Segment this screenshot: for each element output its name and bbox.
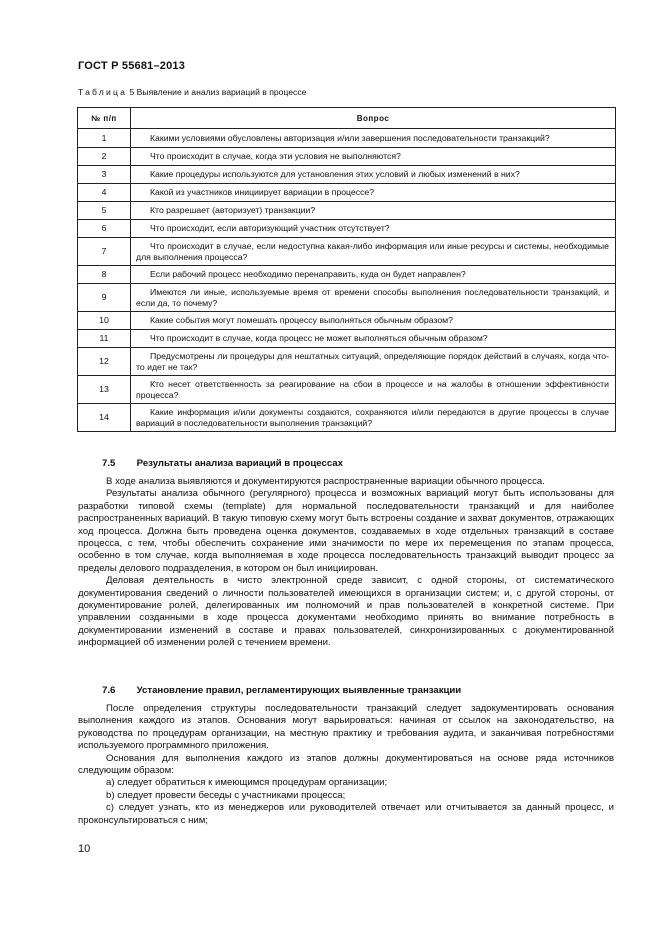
table-row [78,312,616,330]
section-number: 7.6 [102,685,116,696]
paragraph: Деловая деятельность в чисто электронной среде зависит, с одной стороны, от систематического документирования сведений о личности пользователей имеющихся в организации систем; и, с другой стороны, от документирование ролей, делегированных им полномочий и прав пользователей в конкретной системе. При управлении созданными в ходе процесса документами необходимо принять во внимание потребность в документировании изменений в составе и правах пользователей, синхронизированных с документированной информацией об изменении ролей с течением времени. [78,575,614,649]
table-row [78,202,616,220]
table-caption-title: 5 Выявление и анализ вариаций в процессе [129,87,307,97]
table-row [78,184,616,202]
row-number: 2 [78,148,131,166]
row-question: Если рабочий процесс необходимо перенаправить, куда он будет направлен? [131,266,616,284]
section-7-5-body [78,476,614,650]
row-number: 10 [78,312,131,330]
row-number: 13 [78,376,131,404]
row-number: 11 [78,330,131,348]
table-caption-prefix: Таблица [78,87,128,97]
paragraph: В ходе анализа выявляются и документируются распространенные вариации обычного процесса. [106,476,545,487]
list-item: b) следует провести беседы с участниками процесса; [106,789,346,801]
table-row [78,129,616,148]
variations-table [77,107,616,432]
row-number: 1 [78,129,131,148]
section-7-5-heading [78,458,343,469]
row-question: Имеются ли иные, используемые время от времени способы выполнения последовательности транзакций, и если да, то почему? [131,284,616,312]
row-question: Предусмотрены ли процедуры для нештатных ситуаций, определяющие порядок действий в случаях, когда что-то идет не так? [131,348,616,376]
list-item: a) следует обратиться к имеющимся процедурам организации; [106,777,388,789]
paragraph: После определения структуры последовательности транзакций следует задокументировать основания выполнения каждого из этапов. Основания могут варьироваться: начиная от ссылок на законодательство, на руководства по процедурам организации, на местную практику и требования аудита, и заканчивая потребностями используемого программного приложения. [78,703,614,752]
paragraph: Результаты анализа обычного (регулярного) процесса и возможных вариаций могут быть использованы для разработки типовой схемы (template) для нормальной последовательности транзакций и для наиболее распространенных вариаций. В такую типовую схему могут быть встроены создание и захват документов, отражающих ход процесса. Должна быть проведена оценка документов, создаваемых в ходе отдельных транзакций в составе процесса, с тем, чтобы обеспечить сохранение ими значимости по мере их перемещения по этапам процесса, особенно в том случае, когда выполняемая в ходе процесса последовательность транзакций выводит процесс за пределы делового подразделения, в котором он был инициирован. [78,488,614,574]
row-question: Что происходит в случае, если недоступна какая-либо информация или иные ресурсы и системы, необходимые для выполнения процесса? [131,238,616,266]
list-item: c) следует узнать, кто из менеджеров или руководителей отвечает или отчитывается за данный процесс, и проконсультироваться с ним; [78,802,614,826]
row-number: 3 [78,166,131,184]
row-question: Какие события могут помешать процессу выполняться обычным образом? [131,312,616,330]
section-7-6-body [78,703,614,827]
row-question: Какой из участников инициирует вариации в процессе? [131,184,616,202]
section-number: 7.5 [102,458,116,469]
row-number: 4 [78,184,131,202]
row-question: Что происходит в случае, когда процесс не может выполняться обычным образом? [131,330,616,348]
table-header-row [78,108,616,129]
table-row [78,220,616,238]
row-question: Что происходит в случае, когда эти условия не выполняются? [131,148,616,166]
row-number: 12 [78,348,131,376]
table-caption [78,87,306,97]
table-row [78,376,616,404]
row-number: 14 [78,404,131,432]
row-question: Какими условиями обусловлены авторизация и/или завершения последовательности транзакций? [131,129,616,148]
section-title: Установление правил, регламентирующих выявленные транзакции [136,685,462,696]
row-number: 7 [78,238,131,266]
page-number: 10 [78,843,91,855]
row-number: 5 [78,202,131,220]
section-7-6-heading [78,685,461,696]
column-header-question: Вопрос [131,108,616,129]
document-header: ГОСТ Р 55681–2013 [78,60,186,72]
paragraph: Основания для выполнения каждого из этапов должны документироваться на основе ряда источников следующим образом: [78,752,614,777]
table-row [78,348,616,376]
row-question: Кто разрешает (авторизует) транзакции? [131,202,616,220]
section-title: Результаты анализа вариаций в процессах [136,458,343,469]
row-question: Кто несет ответственность за реагирование на сбои в процессе и на жалобы в отношении эффективности процесса? [131,376,616,404]
row-number: 6 [78,220,131,238]
table-row [78,238,616,266]
table-row [78,266,616,284]
table-row [78,166,616,184]
table-row [78,284,616,312]
table-row [78,404,616,432]
row-question: Какие информация и/или документы создаются, сохраняются и/или передаются в другие процессы в случае вариаций в последовательности выполнения транзакций? [131,404,616,432]
row-number: 8 [78,266,131,284]
row-number: 9 [78,284,131,312]
row-question: Что происходит, если авторизующий участник отсутствует? [131,220,616,238]
column-header-number: № п/п [78,108,131,129]
table-row [78,330,616,348]
row-question: Какие процедуры используются для установления этих условий и любых изменений в них? [131,166,616,184]
table-row [78,148,616,166]
